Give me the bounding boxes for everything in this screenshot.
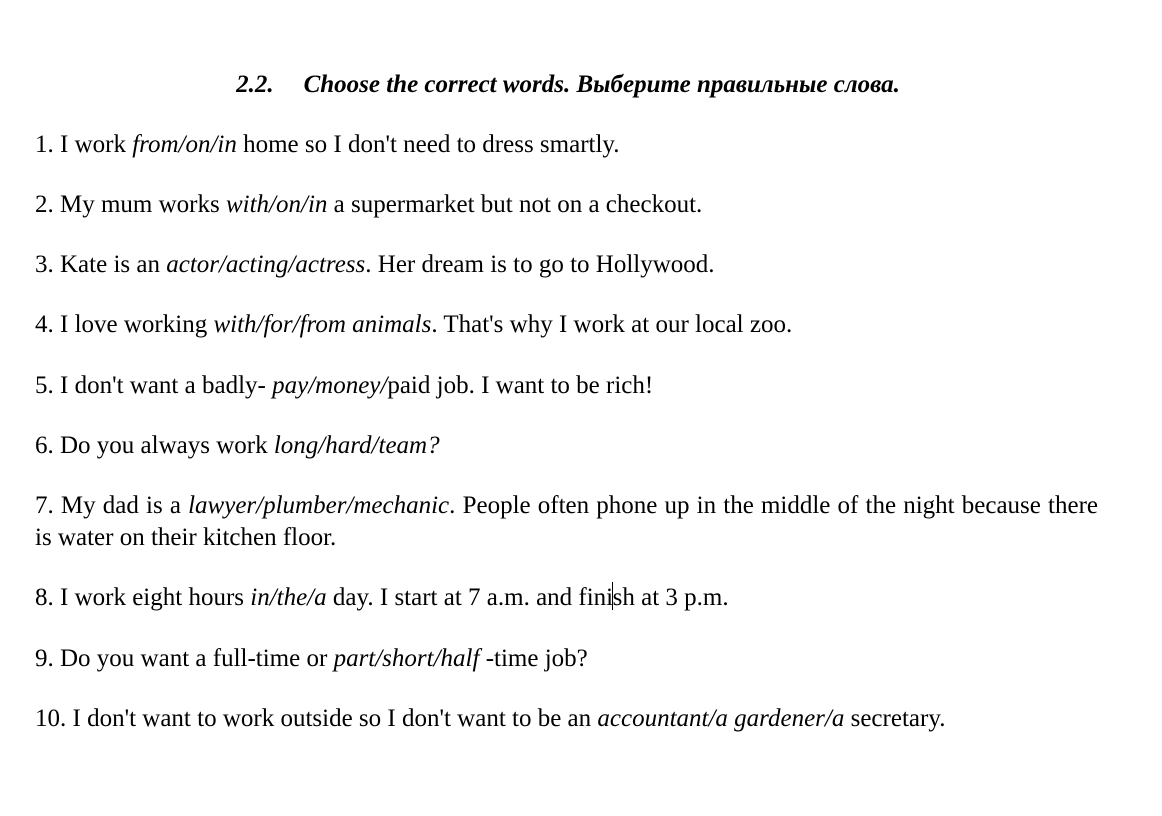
exercise-instruction: Choose the correct words. Выберите правильные слова. (303, 71, 900, 98)
item-text: . That's why I work at our local zoo. (431, 311, 793, 338)
item-text: paid job. I want to be rich! (387, 372, 654, 399)
item-text: 4. I love working (35, 311, 214, 338)
item-text: day. I start at 7 a.m. and fini (326, 584, 614, 611)
item-text: . Her dream is to go to Hollywood. (365, 251, 715, 278)
exercise-number: 2.2. (236, 71, 274, 98)
item-text: 3. Kate is an (35, 251, 167, 278)
item-options: actor/acting/actress (166, 251, 366, 278)
item-text: 9. Do you want a full-time or (35, 645, 334, 672)
item-text: 8. I work eight hours (35, 584, 251, 611)
item-options: from/on/in (132, 131, 237, 158)
item-text: 2. My mum works (35, 191, 226, 218)
item-text: -time job? (479, 645, 588, 672)
exercise-item-6 (35, 430, 1098, 462)
item-options: part/short/half (333, 645, 480, 672)
item-text: a supermarket but not on a checkout. (327, 191, 703, 218)
exercise-item-1 (35, 129, 1098, 161)
item-text: sh at 3 p.m. (612, 584, 729, 611)
exercise-item-5 (35, 370, 1098, 402)
item-text: 1. I work (35, 131, 133, 158)
item-options: in/the/a (250, 584, 327, 611)
exercise-item-4 (35, 309, 1098, 341)
exercise-item-2 (35, 189, 1098, 221)
item-text: secretary. (844, 705, 946, 732)
item-options: accountant/a gardener/a (597, 705, 845, 732)
item-text: 10. I don't want to work outside so I don't want to be an (35, 705, 598, 732)
item-text: 7. My dad is a (35, 492, 189, 519)
exercise-heading (0, 70, 1136, 100)
exercise-item-9 (35, 643, 1098, 675)
item-options: long/hard/team? (273, 432, 440, 459)
item-text: 6. Do you always work (35, 432, 274, 459)
item-options: lawyer/plumber/mechanic (188, 492, 450, 519)
item-options: with/on/in (225, 191, 328, 218)
exercise-item-8 (35, 582, 1098, 614)
exercise-item-7 (35, 490, 1098, 554)
item-options: with/for/from animals (213, 311, 432, 338)
exercise-item-10 (35, 703, 1098, 735)
item-options: pay/money/ (272, 372, 388, 399)
item-text: 5. I don't want a badly- (35, 372, 273, 399)
exercise-item-3 (35, 249, 1098, 281)
item-text: . People often phone up in the middle of the night because there is water on their kitchen floor. (35, 492, 1098, 551)
item-text: home so I don't need to dress smartly. (236, 131, 620, 158)
